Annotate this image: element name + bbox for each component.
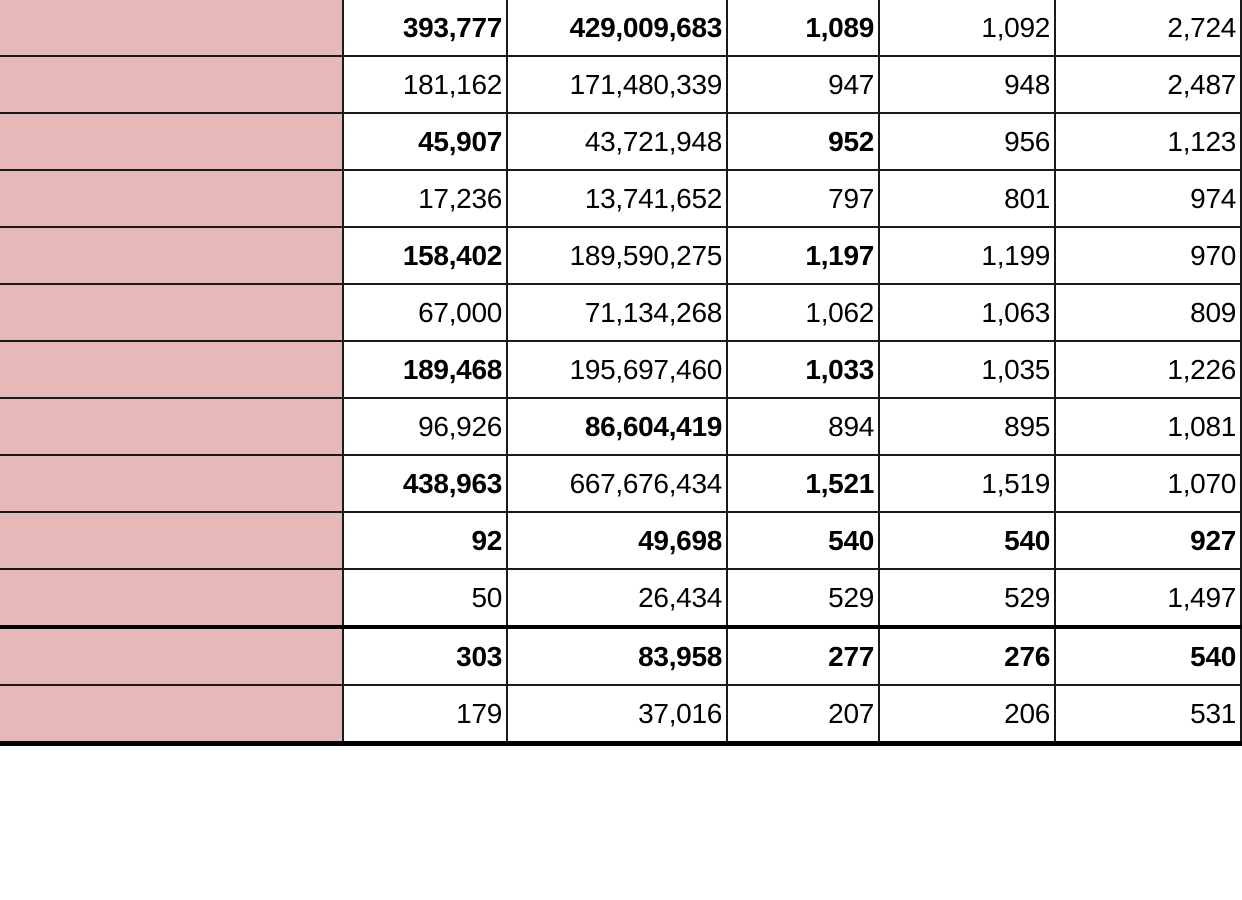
table-row (0, 398, 1241, 455)
row-label-cell[interactable] (0, 685, 343, 744)
table-cell[interactable]: 1,089 (727, 0, 879, 56)
table-row (0, 227, 1241, 284)
table-cell[interactable]: 952 (727, 113, 879, 170)
table-cell[interactable]: 540 (879, 512, 1055, 569)
table-cell[interactable]: 1,062 (727, 284, 879, 341)
table-cell[interactable]: 92 (343, 512, 507, 569)
table-cell[interactable]: 195,697,460 (507, 341, 727, 398)
table-cell[interactable]: 189,590,275 (507, 227, 727, 284)
table-cell[interactable]: 429,009,683 (507, 0, 727, 56)
table-cell[interactable]: 96,926 (343, 398, 507, 455)
row-label-cell[interactable] (0, 455, 343, 512)
table-cell[interactable]: 207 (727, 685, 879, 744)
table-cell[interactable]: 1,123 (1055, 113, 1241, 170)
row-label-cell[interactable] (0, 284, 343, 341)
table-row (0, 627, 1241, 685)
row-label-cell[interactable] (0, 341, 343, 398)
table-row (0, 113, 1241, 170)
row-label-cell[interactable] (0, 627, 343, 685)
table-cell[interactable]: 1,033 (727, 341, 879, 398)
table-cell[interactable]: 1,197 (727, 227, 879, 284)
table-cell[interactable]: 1,070 (1055, 455, 1241, 512)
table-row (0, 512, 1241, 569)
table-cell[interactable]: 86,604,419 (507, 398, 727, 455)
table-cell[interactable]: 529 (727, 569, 879, 627)
table-cell[interactable]: 948 (879, 56, 1055, 113)
table-cell[interactable]: 797 (727, 170, 879, 227)
table-cell[interactable]: 393,777 (343, 0, 507, 56)
row-label-cell[interactable] (0, 569, 343, 627)
table-cell[interactable]: 1,521 (727, 455, 879, 512)
table-cell[interactable]: 1,063 (879, 284, 1055, 341)
table-cell[interactable]: 50 (343, 569, 507, 627)
table-cell[interactable]: 1,226 (1055, 341, 1241, 398)
table-row (0, 685, 1241, 744)
table-cell[interactable]: 974 (1055, 170, 1241, 227)
table-cell[interactable]: 927 (1055, 512, 1241, 569)
row-label-cell[interactable] (0, 0, 343, 56)
table-cell[interactable]: 71,134,268 (507, 284, 727, 341)
table-cell[interactable]: 970 (1055, 227, 1241, 284)
table-cell[interactable]: 26,434 (507, 569, 727, 627)
table-cell[interactable]: 303 (343, 627, 507, 685)
table-cell[interactable]: 37,016 (507, 685, 727, 744)
table-cell[interactable]: 17,236 (343, 170, 507, 227)
table-row (0, 455, 1241, 512)
table-cell[interactable]: 206 (879, 685, 1055, 744)
row-label-cell[interactable] (0, 227, 343, 284)
table-cell[interactable]: 540 (1055, 627, 1241, 685)
row-label-cell[interactable] (0, 56, 343, 113)
table-cell[interactable]: 181,162 (343, 56, 507, 113)
row-label-cell[interactable] (0, 170, 343, 227)
table-cell[interactable]: 667,676,434 (507, 455, 727, 512)
table-cell[interactable]: 895 (879, 398, 1055, 455)
table-row (0, 0, 1241, 56)
table-cell[interactable]: 1,497 (1055, 569, 1241, 627)
table-cell[interactable]: 529 (879, 569, 1055, 627)
table-cell[interactable]: 540 (727, 512, 879, 569)
table-row (0, 170, 1241, 227)
table-row (0, 56, 1241, 113)
table-cell[interactable]: 531 (1055, 685, 1241, 744)
table-cell[interactable]: 277 (727, 627, 879, 685)
table-cell[interactable]: 1,092 (879, 0, 1055, 56)
table-cell[interactable]: 809 (1055, 284, 1241, 341)
table-cell[interactable]: 438,963 (343, 455, 507, 512)
table-cell[interactable]: 956 (879, 113, 1055, 170)
table-cell[interactable]: 43,721,948 (507, 113, 727, 170)
table-cell[interactable]: 45,907 (343, 113, 507, 170)
table-row (0, 341, 1241, 398)
table-cell[interactable]: 1,199 (879, 227, 1055, 284)
table-row (0, 569, 1241, 627)
table-cell[interactable]: 171,480,339 (507, 56, 727, 113)
table-cell[interactable]: 894 (727, 398, 879, 455)
row-label-cell[interactable] (0, 398, 343, 455)
table-row (0, 284, 1241, 341)
table-cell[interactable]: 801 (879, 170, 1055, 227)
table-cell[interactable]: 67,000 (343, 284, 507, 341)
table-cell[interactable]: 49,698 (507, 512, 727, 569)
table-cell[interactable]: 947 (727, 56, 879, 113)
table-cell[interactable]: 189,468 (343, 341, 507, 398)
row-label-cell[interactable] (0, 512, 343, 569)
row-label-cell[interactable] (0, 113, 343, 170)
table-cell[interactable]: 1,519 (879, 455, 1055, 512)
table-cell[interactable]: 276 (879, 627, 1055, 685)
table-cell[interactable]: 1,081 (1055, 398, 1241, 455)
table-cell[interactable]: 13,741,652 (507, 170, 727, 227)
table-cell[interactable]: 2,724 (1055, 0, 1241, 56)
table-cell[interactable]: 2,487 (1055, 56, 1241, 113)
table-cell[interactable]: 83,958 (507, 627, 727, 685)
table-cell[interactable]: 158,402 (343, 227, 507, 284)
table-cell[interactable]: 1,035 (879, 341, 1055, 398)
table-cell[interactable]: 179 (343, 685, 507, 744)
